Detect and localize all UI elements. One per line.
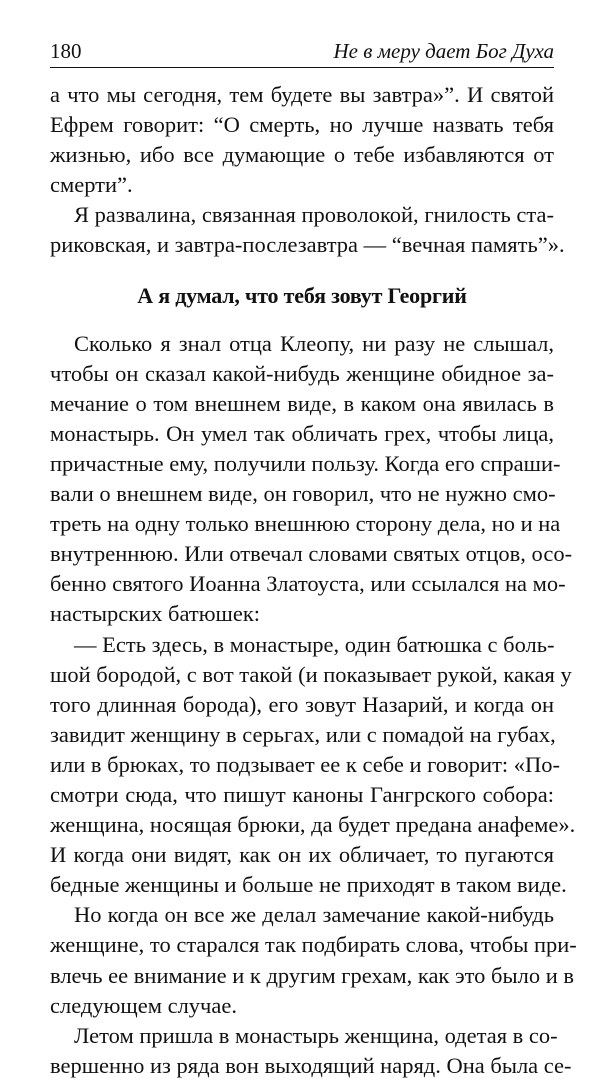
paragraph [50, 1021, 572, 1081]
text-line: Но когда он все же делал замечание какой-нибудь [74, 902, 554, 928]
text-line: бедные женщины и больше не приходят в таком виде. [50, 872, 567, 898]
text-line: того длинная борода), его зовут Назарий, и когда он [50, 691, 554, 717]
text-line: И когда они видят, как он их обличает, то пугаются [50, 842, 554, 868]
text-line: причастные ему, получили пользу. Когда его спраши- [50, 450, 561, 476]
text-line: Я развалина, связанная проволокой, гнилость ста- [74, 202, 554, 228]
text-line: завидит женщину в серьгах, или с помадой на губах, [50, 721, 556, 747]
text-line: монастырь. Он умел так обличать грех, чтобы лица, [50, 420, 554, 446]
text-line: женщине, то старался так подбирать слова, чтобы при- [50, 932, 577, 958]
text-line: настырских батюшек: [50, 601, 261, 627]
text-line: шой бородой, с вот такой (и показывает рукой, какая у [50, 661, 572, 687]
page-number: 180 [50, 39, 82, 63]
text-line: — Есть здесь, в монастыре, один батюшка с боль- [74, 631, 555, 657]
text-line: смерти”. [50, 172, 133, 198]
text-line: следующем случае. [50, 992, 237, 1018]
paragraph [50, 329, 573, 630]
section-heading: А я думал, что тебя зовут Георгий [137, 282, 467, 308]
book-page [50, 38, 577, 1081]
text-line: Летом пришла в монастырь женщина, одетая в со- [74, 1022, 558, 1048]
body-text [50, 80, 577, 1081]
text-line: чтобы он сказал какой-нибудь женщине обидное за- [50, 360, 554, 386]
text-line: смотри сюда, что пишут каноны Гангрского собора: [50, 781, 554, 807]
text-line: внутреннюю. Или отвечал словами святых отцов, осо- [50, 541, 573, 567]
text-line: влечь ее внимание и к другим грехам, как это было и в [50, 962, 575, 988]
text-line: вали о внешнем виде, он говорил, что не нужно смо- [50, 481, 556, 507]
text-line: треть на одну только внешнюю сторону дела, но и на [50, 511, 561, 537]
text-line: или в брюках, то подзывает ее к себе и говорит: «По- [50, 751, 561, 777]
text-line: женщина, носящая брюки, да будет предана анафеме». [50, 812, 576, 838]
paragraph [50, 200, 565, 260]
text-line: Сколько я знал отца Клеопу, ни разу не слышал, [74, 330, 554, 356]
running-title: Не в меру дает Бог Духа [333, 39, 554, 63]
paragraph [50, 900, 577, 1020]
text-line: вершенно из ряда вон выходящий наряд. Она была се- [50, 1052, 572, 1078]
text-line: мечание о том внешнем виде, в каком она явилась в [50, 390, 554, 416]
paragraph [50, 630, 576, 901]
text-line: риковская, и завтра-послезавтра — “вечная память”». [50, 232, 565, 258]
text-line: бенно святого Иоанна Златоуста, или ссылался на мо- [50, 571, 566, 597]
text-line: Ефрем говорит: “О смерть, но лучше назвать тебя [50, 112, 554, 138]
text-line: а что мы сегодня, тем будете вы завтра»”. И святой [50, 82, 554, 107]
running-header [50, 38, 554, 68]
paragraph [50, 80, 554, 200]
text-line: жизнью, ибо все думающие о тебе избавляются от [50, 142, 554, 168]
